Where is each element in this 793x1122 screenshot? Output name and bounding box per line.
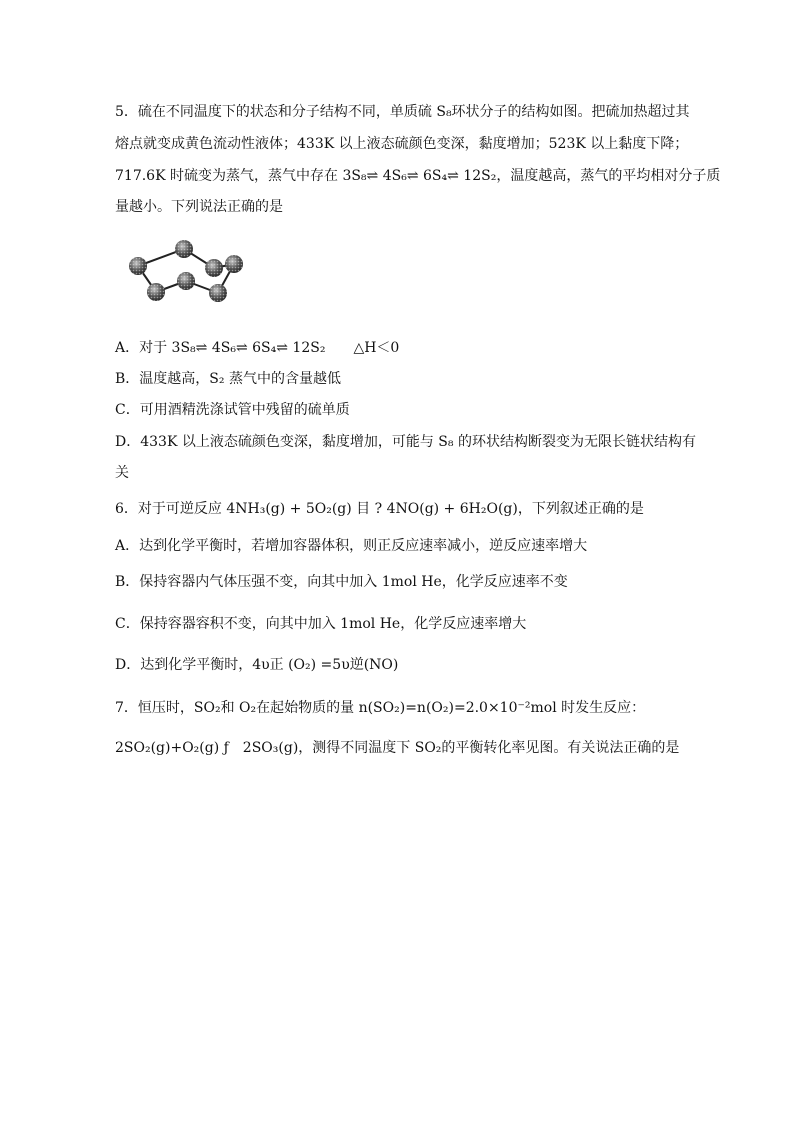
q6-option-b: B．保持容器内气体压强不变，向其中加入 1mol He，化学反应速率不变 <box>115 574 568 590</box>
q5-line-4: 量越小。下列说法正确的是 <box>115 199 283 215</box>
q5-option-a: A．对于 3S₈⇌ 4S₆⇌ 6S₄⇌ 12S₂ △H＜0 <box>115 340 400 356</box>
q6-option-c: C．保持容器容积不变，向其中加入 1mol He，化学反应速率增大 <box>115 616 527 632</box>
q5-option-c: C．可用酒精洗涤试管中残留的硫单质 <box>115 402 350 418</box>
q6-stem: 6．对于可逆反应 4NH₃(g) + 5O₂(g) 目 ? 4NO(g) + 6H₂O(g)，下列叙述正确的是 <box>115 501 644 517</box>
q5-option-b: B．温度越高，S₂ 蒸气中的含量越低 <box>115 371 341 387</box>
s8-ring-structure-image <box>126 236 248 306</box>
q6-option-a: A．达到化学平衡时，若增加容器体积，则正反应速率减小，逆反应速率增大 <box>115 538 588 554</box>
q7-line-1: 7．恒压时，SO₂和 O₂在起始物质的量 n(SO₂)=n(O₂)=2.0×10⁻²mol 时发生反应： <box>115 700 646 716</box>
q5-option-d-line-1: D．433K 以上液态硫颜色变深，黏度增加，可能与 S₈ 的环状结构断裂变为无限长链状结构有 <box>115 434 696 450</box>
q5-line-3: 717.6K 时硫变为蒸气，蒸气中存在 3S₈⇌ 4S₆⇌ 6S₄⇌ 12S₂，温度越高，蒸气的平均相对分子质 <box>115 168 721 184</box>
q5-option-d-line-2: 关 <box>115 465 129 481</box>
q6-option-d: D．达到化学平衡时，4υ正 (O₂) =5υ逆(NO) <box>115 657 399 673</box>
q5-line-1: 5．硫在不同温度下的状态和分子结构不同，单质硫 S₈环状分子的结构如图。把硫加热超过其 <box>115 104 690 120</box>
q7-line-2: 2SO₂(g)+O₂(g) ƒ 2SO₃(g)，测得不同温度下 SO₂的平衡转化率见图。有关说法正确的是 <box>115 740 680 756</box>
q5-line-2: 熔点就变成黄色流动性液体；433K 以上液态硫颜色变深，黏度增加；523K 以上黏度下降； <box>115 136 689 152</box>
